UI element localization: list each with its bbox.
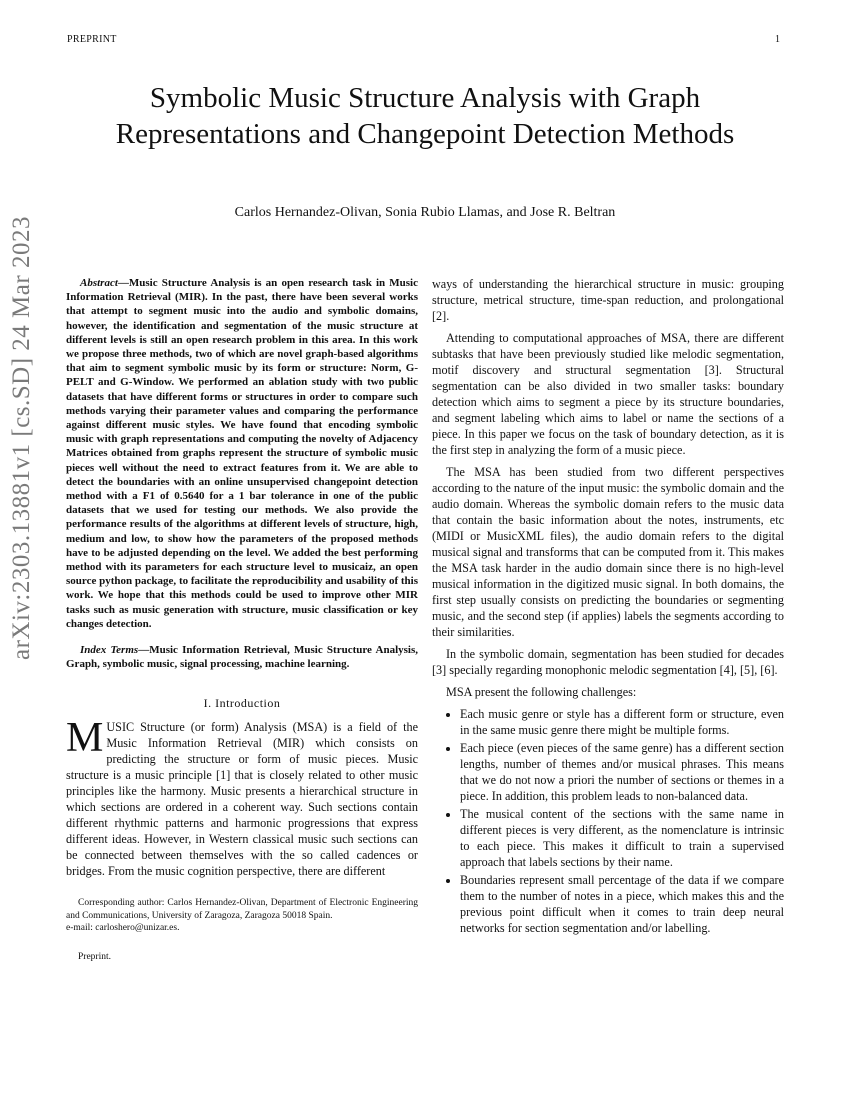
abstract xyxy=(66,276,418,631)
drop-cap: M xyxy=(66,715,104,762)
intro-text: USIC Structure (or form) Analysis (MSA) is a field of the Music Information Retrieval (MIR) which consists on predicting the structure or form of music pieces. Music structure is a music principle [1] that is closely related to other music principles like the harmony. Music presents a hierarchical structure in which sections are ordered in a coherent way. Such sections contain different rhythmic patterns and harmonic progressions that express different ideas. However, in Western classical music such sections can be connected between themselves with the so called cadences or bridges. From the music cognition perspective, there are different xyxy=(66,720,418,879)
abstract-label: Abstract xyxy=(80,277,118,289)
paragraph: The MSA has been studied from two different perspectives according to the nature of the input music: the symbolic domain and the audio domain. Whereas the symbolic domain refers to the music data that contain the basic information about the notes, instruments, etc (MIDI or MusicXML files), the audio domain refers to the digital musical signal and transforms that can be computed from it. This makes the MSA task harder in the audio domain since there is no high-level musical information in the digitized music signal. In both domains, the first step usually consists on predicting the boundaries or segmenting music, and the second step (if applies) labels the segments according to their similarities. xyxy=(432,465,784,639)
left-column xyxy=(66,276,418,965)
list-item: • Boundaries represent small percentage of the data if we compare them to the number of notes in a piece, which makes this and the previous point difficult when it comes to train deep neural networks for section segmentation and/or labelling. xyxy=(460,872,784,936)
author-list: Carlos Hernandez-Olivan, Sonia Rubio Llamas, and Jose R. Beltran xyxy=(234,205,616,220)
index-terms-text: —Music Information Retrieval, Music Structure Analysis, Graph, symbolic music, signal processing, machine learning. xyxy=(66,644,418,671)
arxiv-stamp: arXiv:2303.13881v1 [cs.SD] 24 Mar 2023 xyxy=(8,216,35,660)
paper-title: Symbolic Music Structure Analysis with Graph Representations and Changepoint Detection Methods xyxy=(115,82,735,150)
paragraph: In the symbolic domain, segmentation has been studied for decades [3] specially regarding monophonic melodic segmentation [4], [5], [6]. xyxy=(432,647,784,677)
email-footnote: e-mail: carloshero@unizar.es. xyxy=(66,923,180,934)
page-number: 1 xyxy=(775,34,780,45)
challenges-intro: MSA present the following challenges: xyxy=(446,685,637,699)
preprint-note: Preprint. xyxy=(78,951,111,962)
intro-paragraph xyxy=(66,715,418,879)
list-item: • Each piece (even pieces of the same genre) has a different section lengths, number of themes and/or musical phrases. This means that we do not now a priori the number of sections or themes in a piece. In addition, this problem leads to non-balanced data. xyxy=(460,740,784,804)
paragraph: Attending to computational approaches of MSA, there are different subtasks that have been previously studied like melodic segmentation, motif discovery and structural segmentation [3]. Structural segmentation can be also divided in two smaller tasks: boundary detection which aims to segment a piece by its structure boundaries, and segment labeling which aims to label or name the sections of a piece. In this paper we focus on the task of boundary detection, as it is the first step in analyzing the form of a music piece. xyxy=(432,331,784,457)
challenges-list xyxy=(432,706,784,936)
index-terms-label: Index Terms xyxy=(80,644,139,657)
corresponding-author-footnote: Corresponding author: Carlos Hernandez-Olivan, Department of Electronic Engineering and Communications, University of Zaragoza, Zaragoza 50018 Spain. xyxy=(66,898,418,921)
right-column xyxy=(432,276,784,938)
index-terms xyxy=(66,643,418,671)
section-heading-introduction: I. Introduction xyxy=(203,696,281,711)
list-item: • Each music genre or style has a different form or structure, even in the same music genre there might be multiple forms. xyxy=(460,706,784,738)
list-item: • The musical content of the sections with the same name in different pieces is very different, as the nomenclature is intrinsic to each piece. This makes it difficult to train a supervised approach that labels sections by their name. xyxy=(460,806,784,870)
running-header: PREPRINT xyxy=(67,34,117,45)
abstract-text: —Music Structure Analysis is an open research task in Music Information Retrieval (MIR). In the past, there have been several works that attempt to segment music into the audio and symbolic domains, however, the identification and segmentation of the music structure at different levels is still an open research problem in this area. In this work we propose three methods, two of which are novel graph-based algorithms that aim to segment symbolic music by its form or structure: Norm, G-PELT and G-Window. We performed an ablation study with two public datasets that have different forms or structures in order to compare such methods varying their parameter values and comparing the performance against different music styles. We have found that encoding symbolic music with graph representations and computing the novelty of Adjacency Matrices obtained from graphs represent the structure of symbolic music pieces well without the need to extract features from it. We are able to detect the boundaries with an online unsupervised changepoint detection method with a F1 of 0.5640 for a 1 bar tolerance in one of the public datasets that we used for testing our methods. We also provide the performance results of the algorithms at different levels of structure, high, medium and low, to show how the parameters of the proposed methods have to be adjusted depending on the level. We added the best performing method with its parameters for each structure level to musicaiz, an open source python package, to facilitate the reproducibility and usability of this work. We hope that this methods could be used to improve other MIR tasks such as music generation with structure, music classification or key changes detection. xyxy=(66,277,418,630)
paragraph: ways of understanding the hierarchical structure in music: grouping structure, metrical structure, time-span reduction, and prolongational [2]. xyxy=(432,277,784,323)
